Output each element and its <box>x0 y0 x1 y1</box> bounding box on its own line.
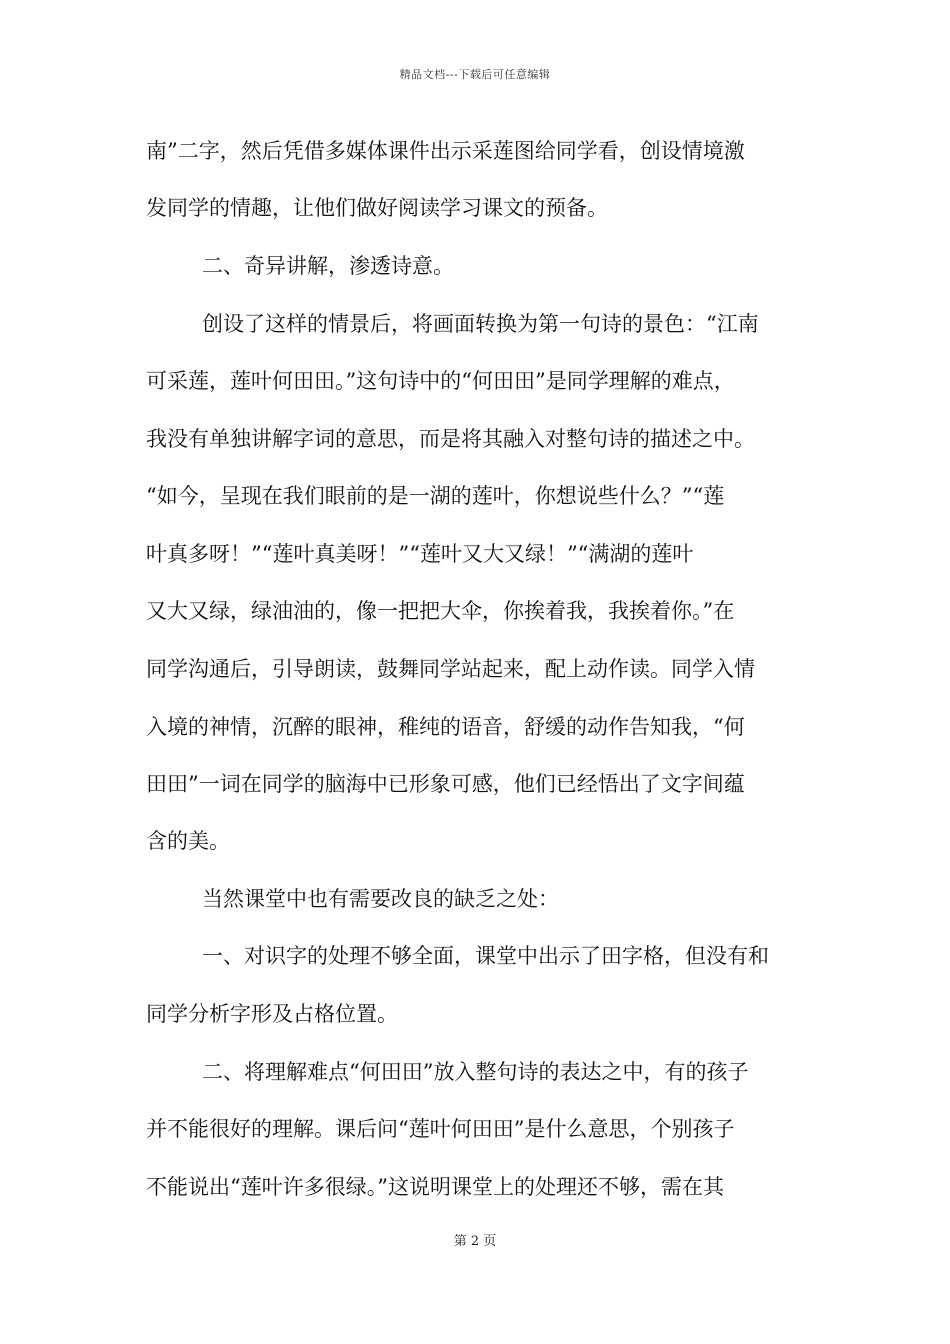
text-line: 一、对识字的处理不够全面，课堂中出示了田字格，但没有和 <box>202 944 769 968</box>
text-line: 田田”一词在同学的脑海中已形象可感，他们已经悟出了文字间蕴 <box>146 772 745 796</box>
text-line: 二、将理解难点“何田田”放入整句诗的表达之中，有的孩子 <box>202 1060 749 1084</box>
page-number: 第 2 页 <box>453 1234 497 1249</box>
text-line: “如今，呈现在我们眼前的是一湖的莲叶，你想说些什么？”“莲 <box>146 484 725 508</box>
text-line: 同学分析字形及占格位置。 <box>146 1002 398 1026</box>
text-line: 创设了这样的情景后，将画面转换为第一句诗的景色：“江南 <box>202 312 759 336</box>
text-line: 同学沟通后，引导朗读，鼓舞同学站起来，配上动作读。同学入情 <box>146 657 755 681</box>
text-line: 又大又绿，绿油油的，像一把把大伞，你挨着我，我挨着你。”在 <box>146 599 735 623</box>
text-line: 入境的神情，沉醉的眼神，稚纯的语音，舒缓的动作告知我，“何 <box>146 715 745 739</box>
text-line: 并不能很好的理解。课后问“莲叶何田田”是什么意思，个别孩子 <box>146 1117 735 1141</box>
text-line: 发同学的情趣，让他们做好阅读学习课文的预备。 <box>146 196 608 220</box>
text-line: 不能说出“莲叶许多很绿。”这说明课堂上的处理还不够，需在其 <box>146 1175 724 1199</box>
text-line: 我没有单独讲解字词的意思，而是将其融入对整句诗的描述之中。 <box>146 427 755 451</box>
text-line: 南”二字，然后凭借多媒体课件出示采莲图给同学看，创设情境激 <box>146 139 745 163</box>
text-line: 当然课堂中也有需要改良的缺乏之处： <box>202 887 559 911</box>
page-header: 精品文档---下载后可任意编辑 <box>399 68 551 81</box>
text-line: 可采莲，莲叶何田田。”这句诗中的“何田田”是同学理解的难点， <box>146 369 735 393</box>
section-heading: 二、奇异讲解，渗透诗意。 <box>202 254 454 278</box>
text-line: 叶真多呀！”“莲叶真美呀！”“莲叶又大又绿！”“满湖的莲叶 <box>146 542 694 566</box>
text-line: 含的美。 <box>146 829 230 853</box>
